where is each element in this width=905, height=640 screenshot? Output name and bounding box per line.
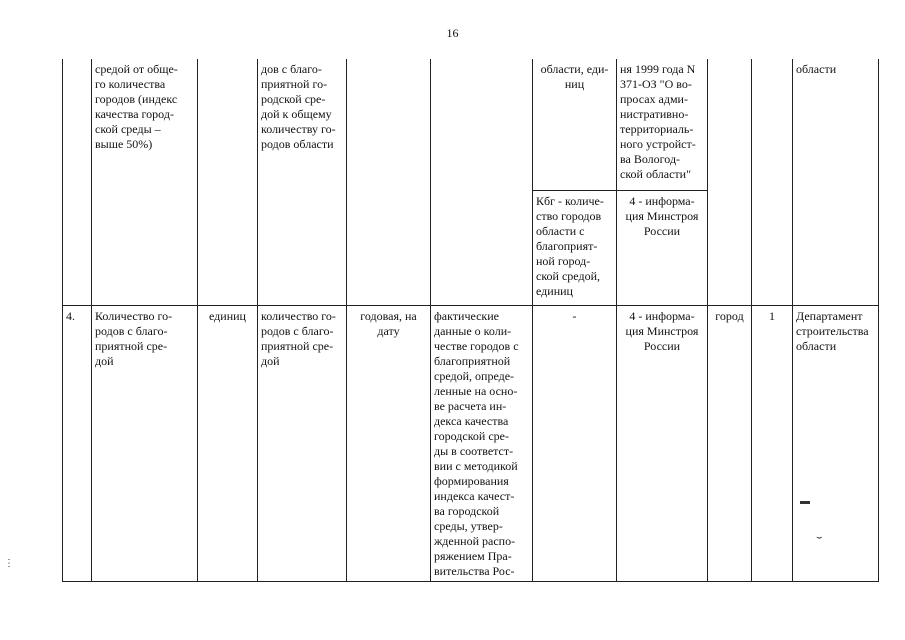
cell-source: 4 - информа- ция Минстроя России <box>617 305 708 581</box>
cell-periodicity-empty <box>347 59 431 305</box>
cell-method-empty <box>431 59 533 305</box>
table-row-continuation <box>63 59 879 190</box>
cell-indicators: - <box>533 305 617 581</box>
cell-definition-cont: дов с благо- приятной го- родской сре- дой к общему количеству го- родов области <box>258 59 347 305</box>
cell-source-cont-bottom: 4 - информа- ция Минстроя России <box>617 190 708 305</box>
cell-responsible-cont: области <box>793 59 879 305</box>
cell-code: 1 <box>752 305 793 581</box>
cell-row-number: 4. <box>63 305 92 581</box>
scan-speck: ▬ <box>800 496 810 507</box>
cell-method: фактические данные о коли- честве городов с благоприятной средой, опреде- ленные на осно- ве расчета ин- декса качества городской сре- ды в соответст- вии с методикой формирования индекса качест- ва городской среды, утвер- жденной распо- ряжением Пра- вительства Рос- <box>431 305 533 581</box>
cell-responsible: Департамент строительства области <box>793 305 879 581</box>
cell-indicator-name: Количество го- родов с благо- приятной сре- дой <box>92 305 198 581</box>
cell-indicators-cont-top: области, еди- ниц <box>533 59 617 190</box>
scan-speck: ⋮ <box>4 558 14 569</box>
cell-indicator-name-cont: средой от обще- го количества городов (индекс качества город- ской среды – выше 50%) <box>92 59 198 305</box>
cell-unit-empty <box>198 59 258 305</box>
cell-code-empty <box>752 59 793 305</box>
cell-indicators-cont-bottom: Кбг - количе- ство городов области с благоприят- ной город- ской средой, единиц <box>533 190 617 305</box>
cell-unit: единиц <box>198 305 258 581</box>
cell-periodicity: годовая, на дату <box>347 305 431 581</box>
cell-coverage-empty <box>708 59 752 305</box>
indicator-table <box>62 59 879 582</box>
scan-speck: ⌣ <box>816 532 823 543</box>
page-number: 16 <box>446 26 459 40</box>
table-row-4 <box>63 305 879 581</box>
cell-definition: количество го- родов с благо- приятной сре- дой <box>258 305 347 581</box>
cell-coverage: город <box>708 305 752 581</box>
cell-source-cont-top: ня 1999 года N 371-ОЗ "О во- просах адми- нистративно- территориаль- ного устройст- ва Вологод- ской области" <box>617 59 708 190</box>
cell-number-empty <box>63 59 92 305</box>
